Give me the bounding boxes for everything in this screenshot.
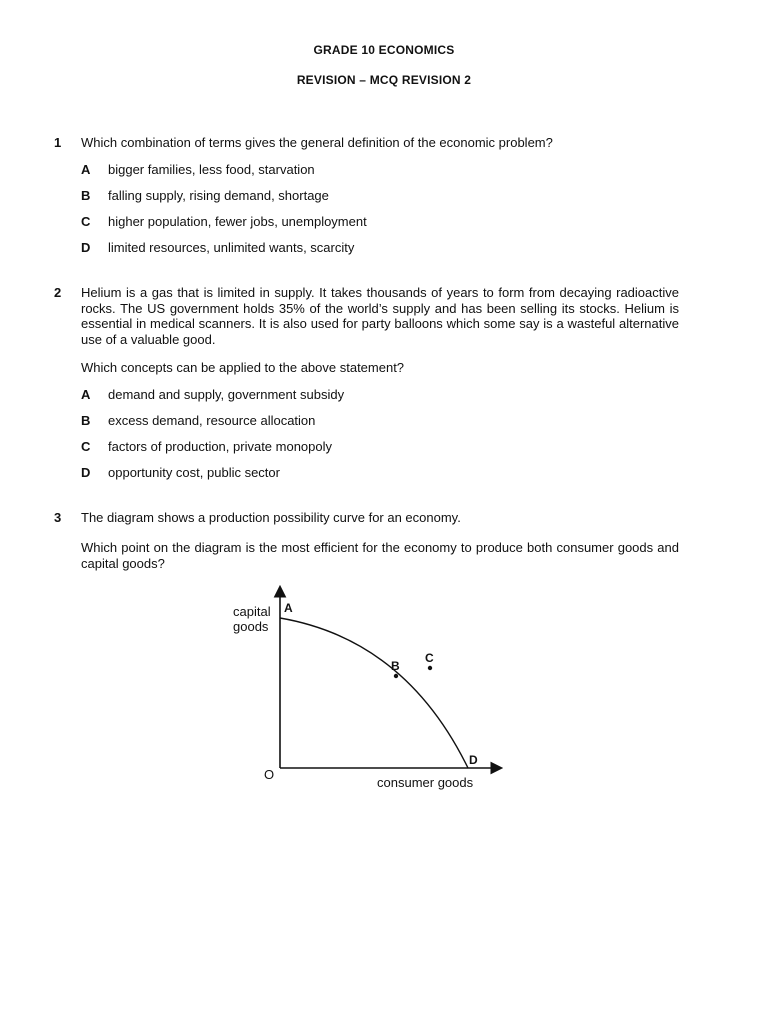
origin-label: O [264,767,275,782]
option-letter: B [81,413,91,428]
option-letter: B [81,188,91,203]
answer-option [81,162,315,177]
option-text: falling supply, rising demand, shortage [108,188,329,203]
answer-option [81,413,315,428]
point-a-label: A [284,601,293,615]
point-c-dot [428,666,432,670]
point-b-label: B [391,659,400,673]
question-text: The diagram shows a production possibility curve for an economy. [81,510,461,525]
option-letter: A [81,162,91,177]
answer-option [81,240,354,255]
x-axis-label: consumer goods [377,775,474,790]
option-text: bigger families, less food, starvation [108,162,315,177]
point-b-dot [394,674,398,678]
question-number: 2 [54,285,62,300]
question-prompt: Which point on the diagram is the most efficient for the economy to produce both consumer goods and capital goods? [81,540,679,571]
question-number: 3 [54,510,62,525]
y-axis-label-line1: capital [233,604,271,619]
answer-option [81,188,329,203]
page-title: GRADE 10 ECONOMICS [313,43,455,57]
answer-option [81,439,332,454]
point-d-label: D [469,753,478,767]
option-text: opportunity cost, public sector [108,465,280,480]
answer-option [81,387,344,402]
ppc-diagram [220,580,520,800]
answer-option [81,465,280,480]
answer-option [81,214,367,229]
option-letter: D [81,240,91,255]
question-text: Helium is a gas that is limited in supply. It takes thousands of years to form from decaying radioactive rocks. The US government holds 35% of the world’s supply and has been selling its stocks. Helium is essential in medical scanners. It is also used for party balloons which some say is a wasteful alternative use of a valuable good. [81,285,679,347]
page-subtitle: REVISION – MCQ REVISION 2 [296,73,472,87]
option-letter: C [81,214,91,229]
option-text: demand and supply, government subsidy [108,387,345,402]
question-text: Which combination of terms gives the general definition of the economic problem? [81,135,553,150]
option-letter: C [81,439,91,454]
point-c-label: C [425,651,434,665]
question-number: 1 [54,135,62,150]
option-letter: D [81,465,91,480]
ppc-curve [280,618,468,768]
y-axis-label-line2: goods [233,619,269,634]
option-text: limited resources, unlimited wants, scarcity [108,240,355,255]
option-text: higher population, fewer jobs, unemployment [108,214,367,229]
option-letter: A [81,387,91,402]
option-text: excess demand, resource allocation [108,413,316,428]
option-text: factors of production, private monopoly [108,439,333,454]
question-prompt: Which concepts can be applied to the above statement? [81,360,405,375]
